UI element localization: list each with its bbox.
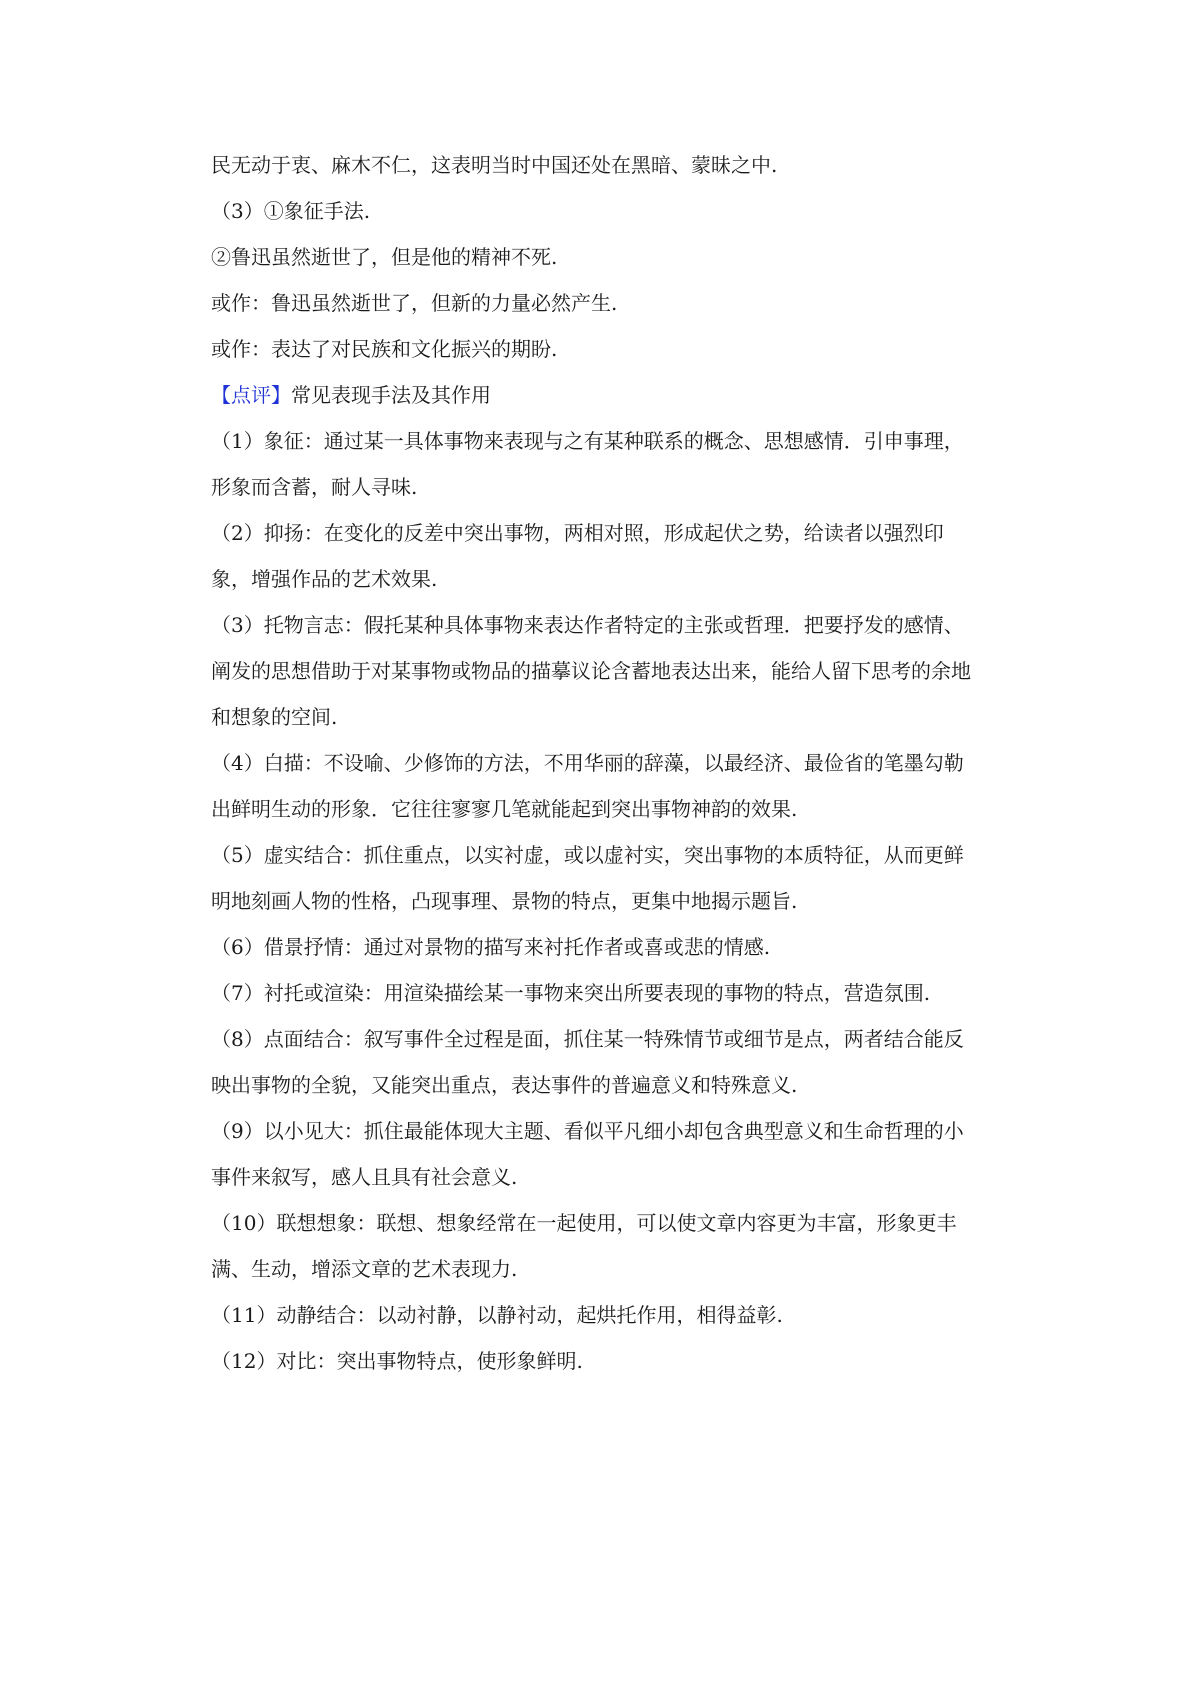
list-item-text: （1）象征：通过某一具体事物来表现与之有某种联系的概念、思想感情．引申事理， [211,429,964,453]
list-item-text: （5）虚实结合：抓住重点，以实衬虚，或以虚衬实，突出事物的本质特征，从而更鲜 [211,843,964,867]
list-item-text: （12）对比：突出事物特点，使形象鲜明. [211,1349,583,1373]
comment-title: 常见表现手法及其作用 [291,383,491,407]
answer-content [211,150,1031,1376]
list-item-text: 和想象的空间. [211,705,338,729]
list-item [211,748,1031,824]
list-item [211,1208,1031,1284]
comment-heading [211,380,1031,410]
list-item-text: 映出事物的全貌，又能突出重点，表达事件的普遍意义和特殊意义. [211,1073,798,1097]
answer-line: 或作：鲁迅虽然逝世了，但新的力量必然产生. [211,291,618,315]
list-item-text: （4）白描：不设喻、少修饰的方法，不用华丽的辞藻，以最经济、最俭省的笔墨勾勒 [211,751,964,775]
list-item-text: 象，增强作品的艺术效果. [211,567,438,591]
list-item-text: （10）联想想象：联想、想象经常在一起使用，可以使文章内容更为丰富，形象更丰 [211,1211,957,1235]
answer-line: 民无动于衷、麻木不仁，这表明当时中国还处在黑暗、蒙昧之中. [211,153,778,177]
list-item-text: （2）抑扬：在变化的反差中突出事物，两相对照，形成起伏之势，给读者以强烈印 [211,521,944,545]
list-item-text: 事件来叙写，感人且具有社会意义. [211,1165,518,1189]
list-item-text: 形象而含蓄，耐人寻味. [211,475,418,499]
list-item [211,426,1031,502]
answer-line: （3）①象征手法. [211,199,371,223]
answer-line: ②鲁迅虽然逝世了，但是他的精神不死. [211,245,558,269]
list-item-text: 阐发的思想借助于对某事物或物品的描摹议论含蓄地表达出来，能给人留下思考的余地 [211,659,971,683]
list-item-text: （3）托物言志：假托某种具体事物来表达作者特定的主张或哲理．把要抒发的感情、 [211,613,964,637]
list-item-text: （9）以小见大：抓住最能体现大主题、看似平凡细小却包含典型意义和生命哲理的小 [211,1119,964,1143]
list-item [211,610,1031,732]
list-item-text: （6）借景抒情：通过对景物的描写来衬托作者或喜或悲的情感. [211,935,771,959]
list-item [211,1116,1031,1192]
list-item-text: 明地刻画人物的性格，凸现事理、景物的特点，更集中地揭示题旨. [211,889,798,913]
answer-line: 或作：表达了对民族和文化振兴的期盼. [211,337,558,361]
list-item-text: 满、生动，增添文章的艺术表现力. [211,1257,518,1281]
list-item-text: （8）点面结合：叙写事件全过程是面，抓住某一特殊情节或细节是点，两者结合能反 [211,1027,964,1051]
list-item [211,840,1031,916]
list-item-text: 出鲜明生动的形象．它往往寥寥几笔就能起到突出事物神韵的效果. [211,797,798,821]
comment-tag: 【点评】 [211,383,291,407]
list-item-text: （7）衬托或渲染：用渲染描绘某一事物来突出所要表现的事物的特点，营造氛围. [211,981,931,1005]
list-item [211,518,1031,594]
list-item-text: （11）动静结合：以动衬静，以静衬动，起烘托作用，相得益彰. [211,1303,783,1327]
list-item [211,1024,1031,1100]
